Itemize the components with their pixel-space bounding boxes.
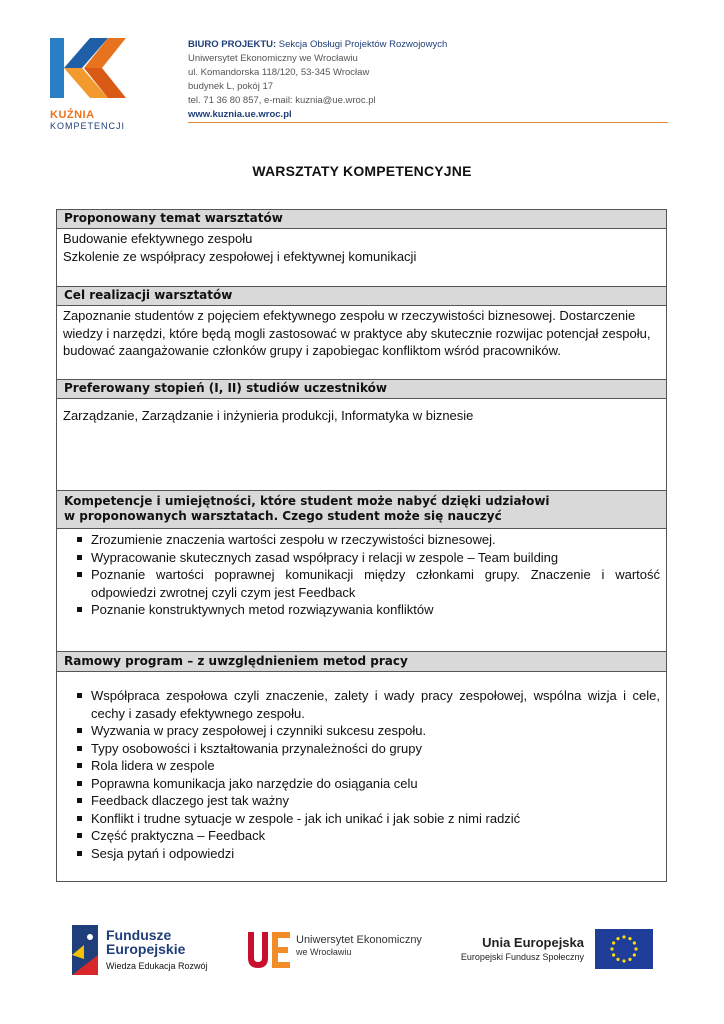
level-text: Zarządzanie, Zarządzanie i inżynieria produkcji, Informatyka w biznesie	[63, 408, 474, 423]
ue-line2: we Wrocławiu	[296, 947, 352, 957]
competences-header	[57, 491, 666, 529]
building-line: budynek L, pokój 17	[188, 81, 274, 92]
topic-line-2: Szkolenie ze współpracy zespołowej i efektywnej komunikacji	[63, 248, 417, 264]
logo-line1: KUŹNIA	[50, 109, 95, 121]
fe-subtitle: Wiedza Edukacja Rozwój	[106, 961, 208, 971]
fundusze-europejskie-icon	[70, 925, 100, 975]
university-line: Uniwersytet Ekonomiczny we Wrocławiu	[188, 53, 358, 64]
list-item: Zrozumienie znaczenia wartości zespołu w rzeczywistości biznesowej.	[77, 531, 660, 549]
topic-line-1: Budowanie efektywnego zespołu	[63, 231, 253, 246]
ue-wroclaw-logo-icon	[246, 930, 292, 970]
website-link[interactable]: www.kuznia.ue.wroc.pl	[188, 109, 292, 120]
list-item: Poznanie konstruktywnych metod rozwiązywania konfliktów	[77, 601, 660, 619]
logo-line2: KOMPETENCJI	[50, 121, 126, 131]
street-line: ul. Komandorska 118/120, 53-345 Wrocław	[188, 67, 370, 78]
competences-list	[63, 531, 660, 619]
fe-line2: Europejskie	[106, 941, 186, 957]
list-item: Współpraca zespołowa czyli znaczenie, zalety i wady pracy zespołowej, wspólna wizja i cele, cechy i zasady efektywnego zespołu.	[77, 687, 660, 722]
ue-line1: Uniwersytet Ekonomiczny	[296, 934, 422, 946]
topic-header: Proponowany temat warsztatów	[57, 210, 666, 229]
list-item: Feedback dlaczego jest tak ważny	[77, 792, 660, 810]
ue-wroclaw-label	[296, 934, 422, 958]
fe-line1: Fundusze	[106, 927, 172, 943]
list-item: Poprawna komunikacja jako narzędzie do osiągania celu	[77, 775, 660, 793]
program-list	[63, 687, 660, 862]
office-address	[188, 38, 447, 122]
list-item: Rola lidera w zespole	[77, 757, 660, 775]
workshop-table	[56, 209, 667, 882]
list-item: Wyzwania w pracy zespołowej i czynniki sukcesu zespołu.	[77, 722, 660, 740]
list-item: Wypracowanie skutecznych zasad współpracy i relacji w zespole – Team building	[77, 549, 660, 567]
page-title: WARSZTATY KOMPETENCYJNE	[252, 163, 472, 179]
list-item: Sesja pytań i odpowiedzi	[77, 845, 660, 863]
eu-flag-icon	[595, 929, 653, 969]
level-content	[57, 399, 666, 491]
eu-label	[460, 935, 584, 962]
list-item: Poznanie wartości poprawnej komunikacji między członkami grupy. Znaczenie i wartość odpowiedzi zwrotnej czyli czym jest Feedback	[77, 566, 660, 601]
office-prefix: BIURO PROJEKTU:	[188, 39, 277, 50]
kuznia-logo-icon	[50, 36, 130, 106]
topic-content	[57, 229, 666, 287]
goal-header: Cel realizacji warsztatów	[57, 287, 666, 306]
list-item: Konflikt i trudne sytuacje w zespole - jak ich unikać i jak sobie z nimi radzić	[77, 810, 660, 828]
fundusze-europejskie-label	[106, 928, 185, 956]
level-header: Preferowany stopień (I, II) studiów uczestników	[57, 380, 666, 399]
office-name: Sekcja Obsługi Projektów Rozwojowych	[276, 39, 448, 50]
competences-content	[57, 529, 666, 652]
competences-header-line1: Kompetencje i umiejętności, które student może nabyć dzięki udziałowi	[64, 494, 550, 508]
program-header: Ramowy program – z uwzględnieniem metod pracy	[57, 652, 666, 672]
competences-header-line2: w proponowanych warsztatach. Czego student może się nauczyć	[64, 509, 502, 523]
contact-line: tel. 71 36 80 857, e-mail: kuznia@ue.wroc.pl	[188, 95, 376, 106]
kuznia-logo	[50, 36, 130, 131]
header-divider	[188, 122, 668, 123]
eu-line1: Unia Europejska	[482, 935, 584, 950]
office-line	[188, 38, 447, 52]
goal-content: Zapoznanie studentów z pojęciem efektywnego zespołu w rzeczywistości biznesowej. Dostarczenie wiedzy i narzędzi, które będą mogli zastosować w praktyce aby skutecznie rozwijac potencjał zespołu, budować zaangażowanie członków grupy i zapobiegac konfliktom wśród pracowników.	[57, 306, 666, 380]
list-item: Część praktyczna – Feedback	[77, 827, 660, 845]
program-content	[57, 672, 666, 881]
eu-line2: Europejski Fundusz Społeczny	[460, 952, 584, 962]
list-item: Typy osobowości i kształtowania przynależności do grupy	[77, 740, 660, 758]
